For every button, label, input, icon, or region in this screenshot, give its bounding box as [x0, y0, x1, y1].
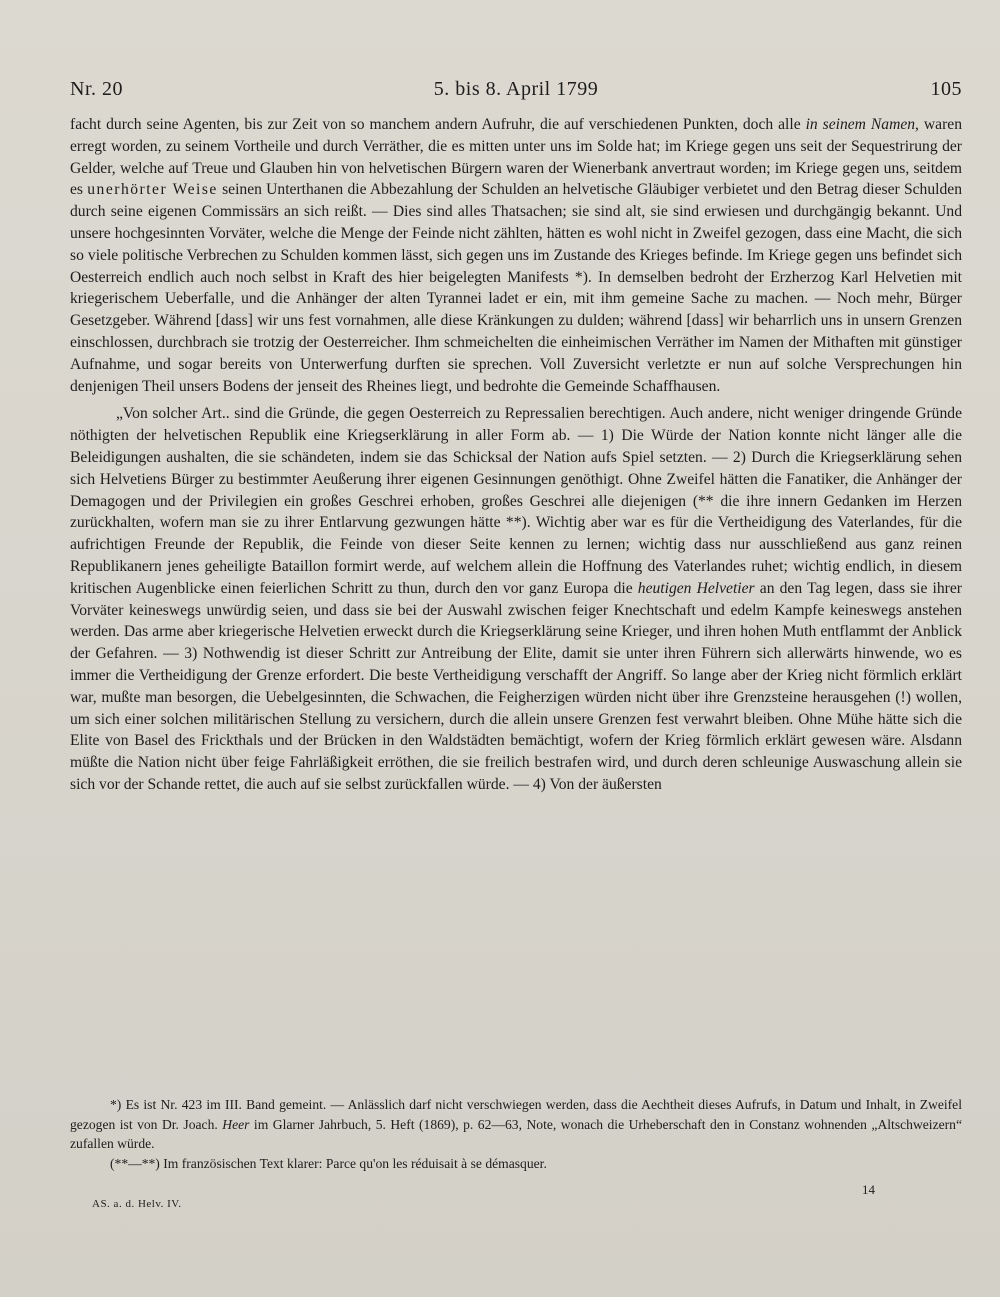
- paragraph-1: [70, 114, 962, 397]
- page-header: [70, 78, 962, 106]
- footnote-1-part-b: im Glarner Jahrbuch, 5. Heft (1869), p. 62—63, Note, wonach die Urheberschaft den in Constanz wohnenden „Altschweizern“ zufallen würde.: [70, 1116, 963, 1152]
- paragraph-1-spaced: unerhörter Weise: [87, 181, 218, 199]
- paragraph-2-italic: heutigen Helvetier: [637, 579, 755, 597]
- paragraph-1-part-b: waren erregt worden, zu seinem Vortheile und durch Verräther, die es mitten unter uns im Solde hat; im Kriege gegen uns seit der Sequestrirung der Gelder, welche auf Treue und Glauben hin von helvetischen Bürgern waren der Wienerbank anvertraut worden; im Kriege gegen uns, seitdem es: [70, 116, 962, 199]
- paragraph-2-part-b: an den Tag legen, dass sie ihrer Vorväter keineswegs unwürdig seien, und dass sie bei der Auswahl zwischen feiger Knechtschaft und edelm Kampfe keineswegs anstehen werden. Das arme aber kriegerische Helvetien erweckt durch die Kriegserklärung seine Krieger, und ihren hohen Muth entflammt der Anblick der Gefahren. — 3) Nothwendig ist dieser Schritt zur Antreibung der Elite, damit sie unter ihren Führern sich allerwärts hinwende, wo es immer die Vertheidigung der Grenze erfordert. Die beste Vertheidigung verschafft der Angriff. So lange aber der Krieg nicht förmlich erklärt war, mußte man besorgen, die Uebelgesinnten, die Schwachen, die Feigherzigen würden nicht über ihre Grenzsteine herausgehen (!) wollen, um sich einer solchen militärischen Stellung zu versichern, durch die allein unsere Grenzen fest verwahrt bleiben. Ohne Mühe hätte sich die Elite von Basel des Frickthals und der Brücken in den Waldstädten bemächtigt, wofern der Krieg förmlich erklärt gewesen wäre. Alsdann müßte die Nation nicht über feige Fahrläßigkeit erröthen, die sie freilich bestrafen wird, und durch deren schleunige Auswaschung allein sie sich vor der Schande rettet, die auch auf sie selbst zurückfallen würde. — 4) Von der äußersten: [70, 579, 962, 793]
- document-number: Nr. 20: [70, 78, 123, 100]
- page-number: 105: [930, 78, 962, 100]
- collection-reference: AS. a. d. Helv. IV.: [92, 1198, 182, 1210]
- footnote-1-part-a: *) Es ist Nr. 423 im III. Band gemeint. — Anlässlich darf nicht verschwiegen werden, dass die Aechtheit dieses Aufrufs, in Datum und Inhalt, in Zweifel gezogen ist von Dr. Joach.: [70, 1097, 962, 1132]
- paragraph-1-italic: in seinem Namen,: [805, 116, 919, 133]
- footnotes: [70, 1095, 962, 1173]
- footnote-2: (**—**) Im französischen Text klarer: Parce qu'on les réduisait à se démasquer.: [110, 1155, 547, 1171]
- paragraph-1-part-a: facht durch seine Agenten, bis zur Zeit von so manchem andern Aufruhr, die auf verschiedenen Punkten, doch alle: [70, 116, 806, 133]
- paragraph-2: [70, 403, 962, 795]
- date-heading: 5. bis 8. April 1799: [433, 78, 599, 100]
- footnote-1: [70, 1095, 962, 1154]
- signature-mark: 14: [862, 1182, 875, 1197]
- paragraph-1-part-c: seinen Unterthanen die Abbezahlung der Schulden an helvetische Gläubiger verbietet und den Betrag dieser Schulden durch seine eigenen Commissärs an sich reißt. — Dies sind alles Thatsachen; sie sind alt, sie sind erwiesen und durchgängig bekannt. Und unsere hochgesinnten Vorväter, welche die Menge der Feinde nicht zählten, hätten es wohl nicht in Zweifel gezogen, dass eine Macht, die sich so viele politische Verbrechen zu Schulden kommen lässt, sich gegen uns im Zustande des Krieges befinde. Im Kriege gegen uns befindet sich Oesterreich endlich auch noch selbst in Kraft des hier beigelegten Manifests *). In demselben bedroht der Erzherzog Karl Helvetien mit kriegerischem Ueberfalle, und die Anhänger der alten Tyrannei ladet er ein, mit ihm gemeine Sache zu machen. — Noch mehr, Bürger Gesetzgeber. Während [dass] wir uns fest vornahmen, alle diese Kränkungen zu dulden; während [dass] wir beharrlich uns in unsern Grenzen einschlossen, durchbrach sie trotzig der Oesterreicher. Ihm schmeichelten die einheimischen Verräther im Namen der Mithaften mit günstiger Aufnahme, und sogar bereits von Unterwerfung durften sie sprechen. Voll Zuversicht verletzte er nun auf solche Versprechungen hin denjenigen Theil unsers Bodens der jenseit des Rheines liegt, und bedrohte die Gemeinde Schaffhausen.: [70, 181, 962, 395]
- paragraph-2-part-a: „Von solcher Art.. sind die Gründe, die gegen Oesterreich zu Repressalien berechtigen. Auch andere, nicht weniger dringende Gründe nöthigten der helvetischen Republik eine Kriegserklärung in aller Form ab. — 1) Die Würde der Nation konnte nicht länger alle die Beleidigungen aushalten, die sie schändeten, indem sie das Schicksal der Nation aufs Spiel setzten. — 2) Durch die Kriegserklärung sehen sich Helvetiens Bürger zu bestimmter Aeußerung ihrer eigenen Gesinnungen genöthigt. Ohne Zweifel hätten die Fanatiker, die Anhänger der Demagogen und der Privilegien ein großes Geschrei erhoben, großes Geschrei alle diejenigen (** die ihre innern Gedanken im Herzen zurückhalten, wofern man sie zu ihrer Entlarvung gezwungen hätte **). Wichtig aber war es für die Vertheidigung des Vaterlandes, für die aufrichtigen Freunde der Republik, die Feinde von dieser Seite kennen zu lernen; wichtig dass nur ausschließend aus ganz reinen Republikanern jenes geheiligte Bataillon formirt werde, auf welchem allein die Hoffnung des Vaterlandes ruhet; wichtig endlich, in diesem kritischen Augenblicke einen feierlichen Schritt zu thun, durch den vor ganz Europa die: [70, 405, 962, 597]
- main-text: [70, 114, 962, 796]
- footnote-1-italic: Heer: [222, 1116, 250, 1132]
